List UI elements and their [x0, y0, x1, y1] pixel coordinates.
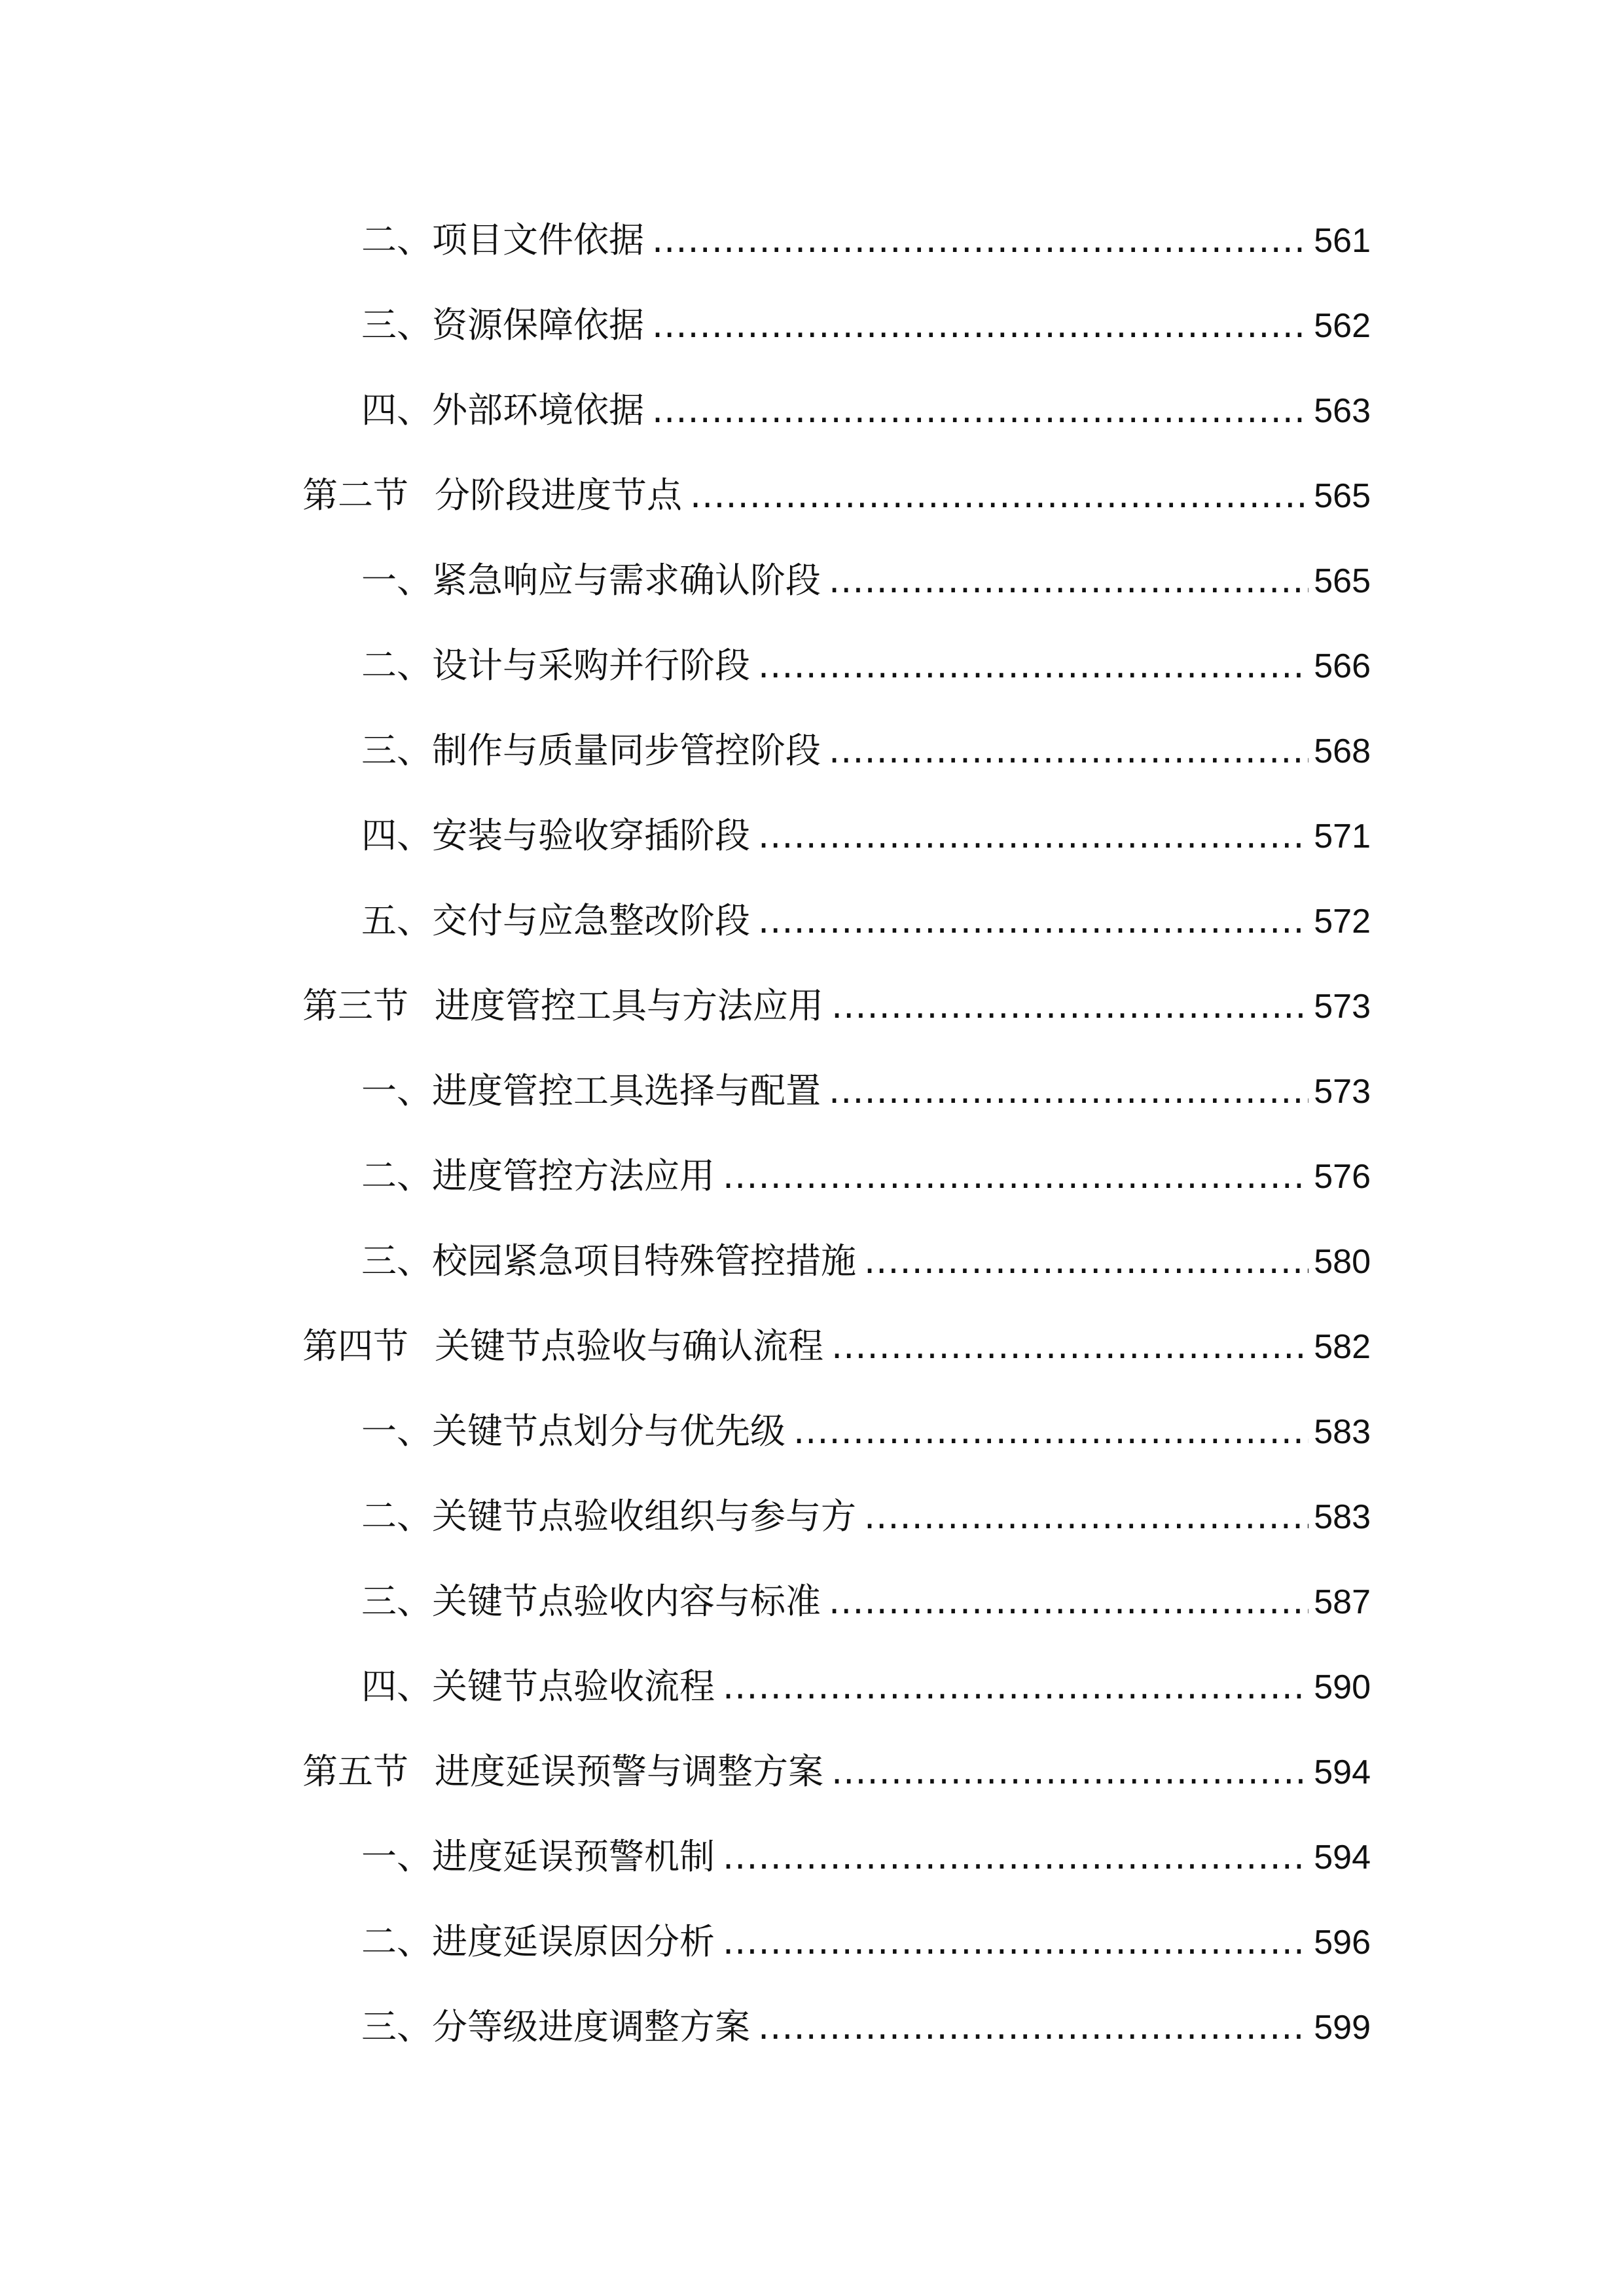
toc-dot-leader	[652, 293, 1308, 358]
toc-dot-leader	[758, 803, 1308, 869]
toc-entry-title: 二、进度管控方法应用	[361, 1155, 715, 1196]
toc-dot-leader	[829, 548, 1308, 613]
toc-entry-title: 二、项目文件依据	[361, 219, 644, 260]
toc-page-number: 583	[1314, 1498, 1371, 1536]
toc-dot-leader	[652, 207, 1308, 273]
toc-entry[interactable]	[361, 803, 1371, 869]
toc-entry[interactable]	[361, 1569, 1371, 1634]
toc-dot-leader	[758, 888, 1308, 954]
toc-entry[interactable]	[361, 207, 1371, 273]
toc-entry[interactable]	[361, 1229, 1371, 1294]
toc-entry-title: 二、关键节点验收组织与参与方	[361, 1496, 856, 1537]
toc-entry-title: 三、校园紧急项目特殊管控措施	[361, 1240, 856, 1282]
toc-page-number: 576	[1314, 1158, 1371, 1196]
toc-page-number: 565	[1314, 477, 1371, 515]
toc-page-number: 572	[1314, 903, 1371, 941]
toc-entry-title: 三、资源保障依据	[361, 304, 644, 346]
toc-entry-title: 一、进度延误预警机制	[361, 1836, 715, 1877]
toc-dot-leader	[723, 1909, 1308, 1975]
toc-dot-leader	[831, 1739, 1308, 1804]
toc-entry[interactable]	[361, 1399, 1371, 1464]
toc-page-number: 573	[1314, 988, 1371, 1026]
toc-page-number: 563	[1314, 392, 1371, 430]
toc-entry-title: 三、制作与质量同步管控阶段	[361, 730, 821, 771]
toc-dot-leader	[829, 1058, 1308, 1124]
toc-entry-title: 二、进度延误原因分析	[361, 1921, 715, 1962]
toc-section-entry[interactable]	[302, 463, 1371, 528]
toc-dot-leader	[831, 1314, 1308, 1379]
toc-section-name: 分阶段进度节点	[435, 475, 682, 516]
toc-entry[interactable]	[361, 633, 1371, 698]
toc-dot-leader	[723, 1143, 1308, 1209]
toc-entry-title: 一、关键节点划分与优先级	[361, 1410, 785, 1452]
toc-section-number: 第四节	[302, 1325, 408, 1367]
toc-page-number: 566	[1314, 647, 1371, 685]
toc-entry[interactable]	[361, 1824, 1371, 1890]
toc-page-number: 561	[1314, 222, 1371, 260]
toc-dot-leader	[723, 1654, 1308, 1719]
toc-entry-title: 一、进度管控工具选择与配置	[361, 1070, 821, 1111]
toc-dot-leader	[758, 1994, 1308, 2060]
toc-section-entry[interactable]	[302, 1314, 1371, 1379]
toc-section-number: 第三节	[302, 985, 408, 1026]
toc-section-title	[302, 973, 823, 1039]
toc-entry[interactable]	[361, 378, 1371, 443]
toc-entry[interactable]	[361, 1994, 1371, 2060]
toc-dot-leader	[864, 1229, 1308, 1294]
toc-dot-leader	[723, 1824, 1308, 1890]
toc-page-number: 568	[1314, 732, 1371, 770]
toc-page-number: 599	[1314, 2009, 1371, 2047]
toc-entry[interactable]	[361, 293, 1371, 358]
toc-section-number: 第二节	[302, 475, 408, 516]
toc-section-title	[302, 1739, 823, 1804]
toc-entry[interactable]	[361, 888, 1371, 954]
toc-dot-leader	[829, 718, 1308, 783]
toc-page-number: 582	[1314, 1328, 1371, 1366]
toc-section-name: 进度管控工具与方法应用	[435, 985, 823, 1026]
toc-entry[interactable]	[361, 1484, 1371, 1549]
toc-section-number: 第五节	[302, 1751, 408, 1792]
toc-dot-leader	[758, 633, 1308, 698]
toc-page-number: 571	[1314, 817, 1371, 855]
toc-page-number: 594	[1314, 1839, 1371, 1876]
toc-section-entry[interactable]	[302, 973, 1371, 1039]
toc-page-number: 565	[1314, 562, 1371, 600]
toc-page-number: 590	[1314, 1668, 1371, 1706]
toc-dot-leader	[864, 1484, 1308, 1549]
toc-page-number: 580	[1314, 1243, 1371, 1281]
toc-page-number: 562	[1314, 307, 1371, 345]
toc-section-title	[302, 463, 682, 528]
toc-entry[interactable]	[361, 1058, 1371, 1124]
toc-entry-title: 二、设计与采购并行阶段	[361, 645, 750, 686]
toc-section-title	[302, 1314, 823, 1379]
toc-section-entry[interactable]	[302, 1739, 1371, 1804]
toc-page-number: 573	[1314, 1073, 1371, 1111]
toc-entry-title: 四、外部环境依据	[361, 389, 644, 431]
toc-entry-title: 五、交付与应急整改阶段	[361, 900, 750, 941]
toc-entry-title: 四、安装与验收穿插阶段	[361, 815, 750, 856]
toc-entry-title: 三、分等级进度调整方案	[361, 2006, 750, 2047]
toc-entry[interactable]	[361, 548, 1371, 613]
toc-dot-leader	[829, 1569, 1308, 1634]
toc-page-number: 596	[1314, 1924, 1371, 1962]
toc-entry[interactable]	[361, 718, 1371, 783]
toc-entry-title: 四、关键节点验收流程	[361, 1666, 715, 1707]
toc-page-number: 594	[1314, 1753, 1371, 1791]
toc-entry-title: 三、关键节点验收内容与标准	[361, 1581, 821, 1622]
toc-page-number: 583	[1314, 1413, 1371, 1451]
toc-dot-leader	[690, 463, 1308, 528]
toc-dot-leader	[831, 973, 1308, 1039]
toc-entry[interactable]	[361, 1143, 1371, 1209]
toc-section-name: 进度延误预警与调整方案	[435, 1751, 823, 1792]
toc-dot-leader	[793, 1399, 1308, 1464]
toc-entry-title: 一、紧急响应与需求确认阶段	[361, 560, 821, 601]
toc-dot-leader	[652, 378, 1308, 443]
toc-entry[interactable]	[361, 1654, 1371, 1719]
toc-page-number: 587	[1314, 1583, 1371, 1621]
toc-section-name: 关键节点验收与确认流程	[435, 1325, 823, 1367]
toc-entry[interactable]	[361, 1909, 1371, 1975]
